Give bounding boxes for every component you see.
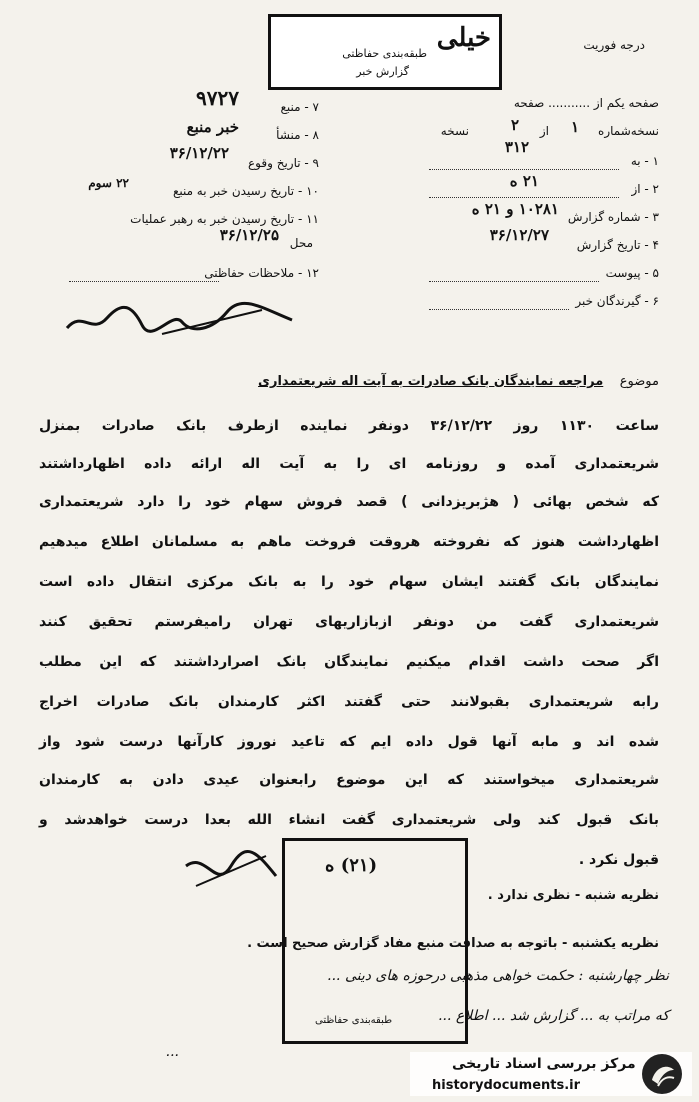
opinion-sunday: نظریه یکشنبه - باتوجه به صداقت منبع مفاد گزارش صحیح است . (247, 936, 659, 951)
source-label: ۷ - منبع (280, 100, 319, 114)
source-value: ۹۷۲۷ (196, 86, 239, 110)
recipients-label: ۶ - گیرندگان خبر (575, 294, 659, 308)
page-count-field: صفحه یکم از ........... صفحه (513, 96, 659, 110)
received-by-source-value: ۲۲ سوم (88, 176, 129, 190)
attachment-label: ۵ - پیوست (605, 266, 659, 280)
received-by-ops-value: ۳۶/۱۲/۲۵ (219, 226, 279, 244)
urgency-label: درجه فوریت (583, 38, 645, 52)
body-line-11: بانک قبول کند ولی شریعتمداری گفت انشاء الله بعدا درست خواهدشد و (39, 812, 659, 828)
copy-number-value: ۱ (570, 118, 579, 136)
stamp-line-report: گزارش خبر (356, 65, 409, 78)
report-date-label: ۴ - تاریخ گزارش (576, 238, 659, 252)
recipients-dotted-line (429, 308, 569, 310)
stamp-handwritten-mark: خیلی (436, 23, 491, 53)
handwritten-note-1: نظر چهارشنبه : حکمت خواهی مذهبی درحوزه های دینی ... (327, 968, 669, 984)
stamp-line-classification: طبقه‌بندی حفاظتی (342, 47, 427, 60)
body-line-5: نمایندگان بانک گفتند ایشان سهام خود را به بانک مرکزی انتقال داده است (39, 574, 659, 590)
body-line-12: قبول نکرد . (578, 852, 659, 868)
report-number-label: ۳ - شماره گزارش (567, 210, 659, 224)
from-dotted-line (429, 196, 619, 198)
stamp-bottom-number: (۲۱) ه (325, 855, 378, 876)
handwritten-note-3: ... (165, 1044, 179, 1060)
body-line-3: که شخص بهائی ( هژبریزدانی ) قصد فروش سهام خود را دارد شریعتمداری (39, 494, 659, 510)
to-value: ۳۱۲ (504, 138, 529, 156)
security-notes-dotted-line (69, 280, 219, 282)
received-by-ops-prefix: محل (289, 236, 313, 250)
event-date-value: ۳۶/۱۲/۲۲ (169, 144, 229, 162)
to-dotted-line (429, 168, 619, 170)
received-by-ops-label: ۱۱ - تاریخ رسیدن خبر به رهبر عملیات (130, 212, 319, 226)
handwritten-note-2: که مراتب به ... گزارش شد ... اطلاع ... (438, 1008, 669, 1024)
received-by-source-label: ۱۰ - تاریخ رسیدن خبر به منبع (172, 184, 319, 198)
body-line-7: اگر صحت داشت اقدام میکنیم نمایندگان بانک اصرارداشتند که این مطلب (39, 654, 659, 670)
origin-value: خبر منبع (186, 118, 239, 136)
body-line-6: شریعتمداری گفت من دونفر ازبازاریهای تهران رامیفرستم تحقیق کنند (39, 614, 659, 630)
subject-line (59, 374, 659, 389)
stamp-bottom-label: طبقه‌بندی حفاظتی (315, 1015, 393, 1026)
classification-stamp (268, 14, 502, 90)
event-date-label: ۹ - تاریخ وقوع (248, 156, 319, 170)
from-value: ۲۱ ه (509, 172, 539, 190)
body-line-2: شریعتمداری آمده و روزنامه ای را به آیت اله ارائه داده اظهارداشتند (39, 456, 659, 472)
watermark-text-url: historydocuments.ir (432, 1078, 581, 1093)
copy-word-label: نسخه (440, 124, 469, 138)
subject-text: مراجعه نمایندگان بانک صادرات به آیت اله شریعتمداری (258, 374, 604, 389)
body-line-10: شریعتمداری میخواستند که این موضوع رابعنوان عیدی دادن به کارمندان (39, 772, 659, 788)
subject-label: موضوع (619, 374, 659, 389)
body-line-9: شده اند و مابه آنها قول داده ایم که تاعید نوروز کارآنها درست شود واز (39, 734, 659, 750)
archive-logo-icon (640, 1052, 684, 1096)
report-date-value: ۳۶/۱۲/۲۷ (489, 226, 549, 244)
to-label: ۱ - به (630, 154, 659, 168)
body-line-1: ساعت ۱۱۳۰ روز ۳۶/۱۲/۲۲ دونفر نماینده ازطرف بانک صادرات بمنزل (39, 418, 659, 434)
body-line-8: رابه شریعتمداری بقبولانند حتی گفتند اکثر کارمندان بانک صادرات اخراج (39, 694, 659, 710)
attachment-dotted-line (429, 280, 599, 282)
opinion-saturday: نظریه شنبه - نظری ندارد . (487, 888, 659, 903)
body-line-4: اظهارداشت هنوز که نفروخته هروقت فروخت ماهم به مسلمانان اطلاع میدهیم (39, 534, 659, 550)
from-label: ۲ - از (631, 182, 659, 196)
watermark-text-persian: مرکز بررسی اسناد تاریخی (452, 1056, 636, 1072)
copy-number-label: نسخه‌شماره (598, 124, 659, 138)
security-notes-label: ۱۲ - ملاحظات حفاظتی (204, 266, 319, 280)
copy-total-value: ۲ (510, 116, 519, 134)
copy-of-label: از (539, 124, 549, 138)
origin-label: ۸ - منشأ (276, 128, 319, 142)
signature-scribble-top (62, 300, 302, 340)
report-number-value: ۱۰۲۸۱ و ۲۱ ه (471, 200, 559, 218)
signature-scribble-middle (176, 846, 286, 896)
